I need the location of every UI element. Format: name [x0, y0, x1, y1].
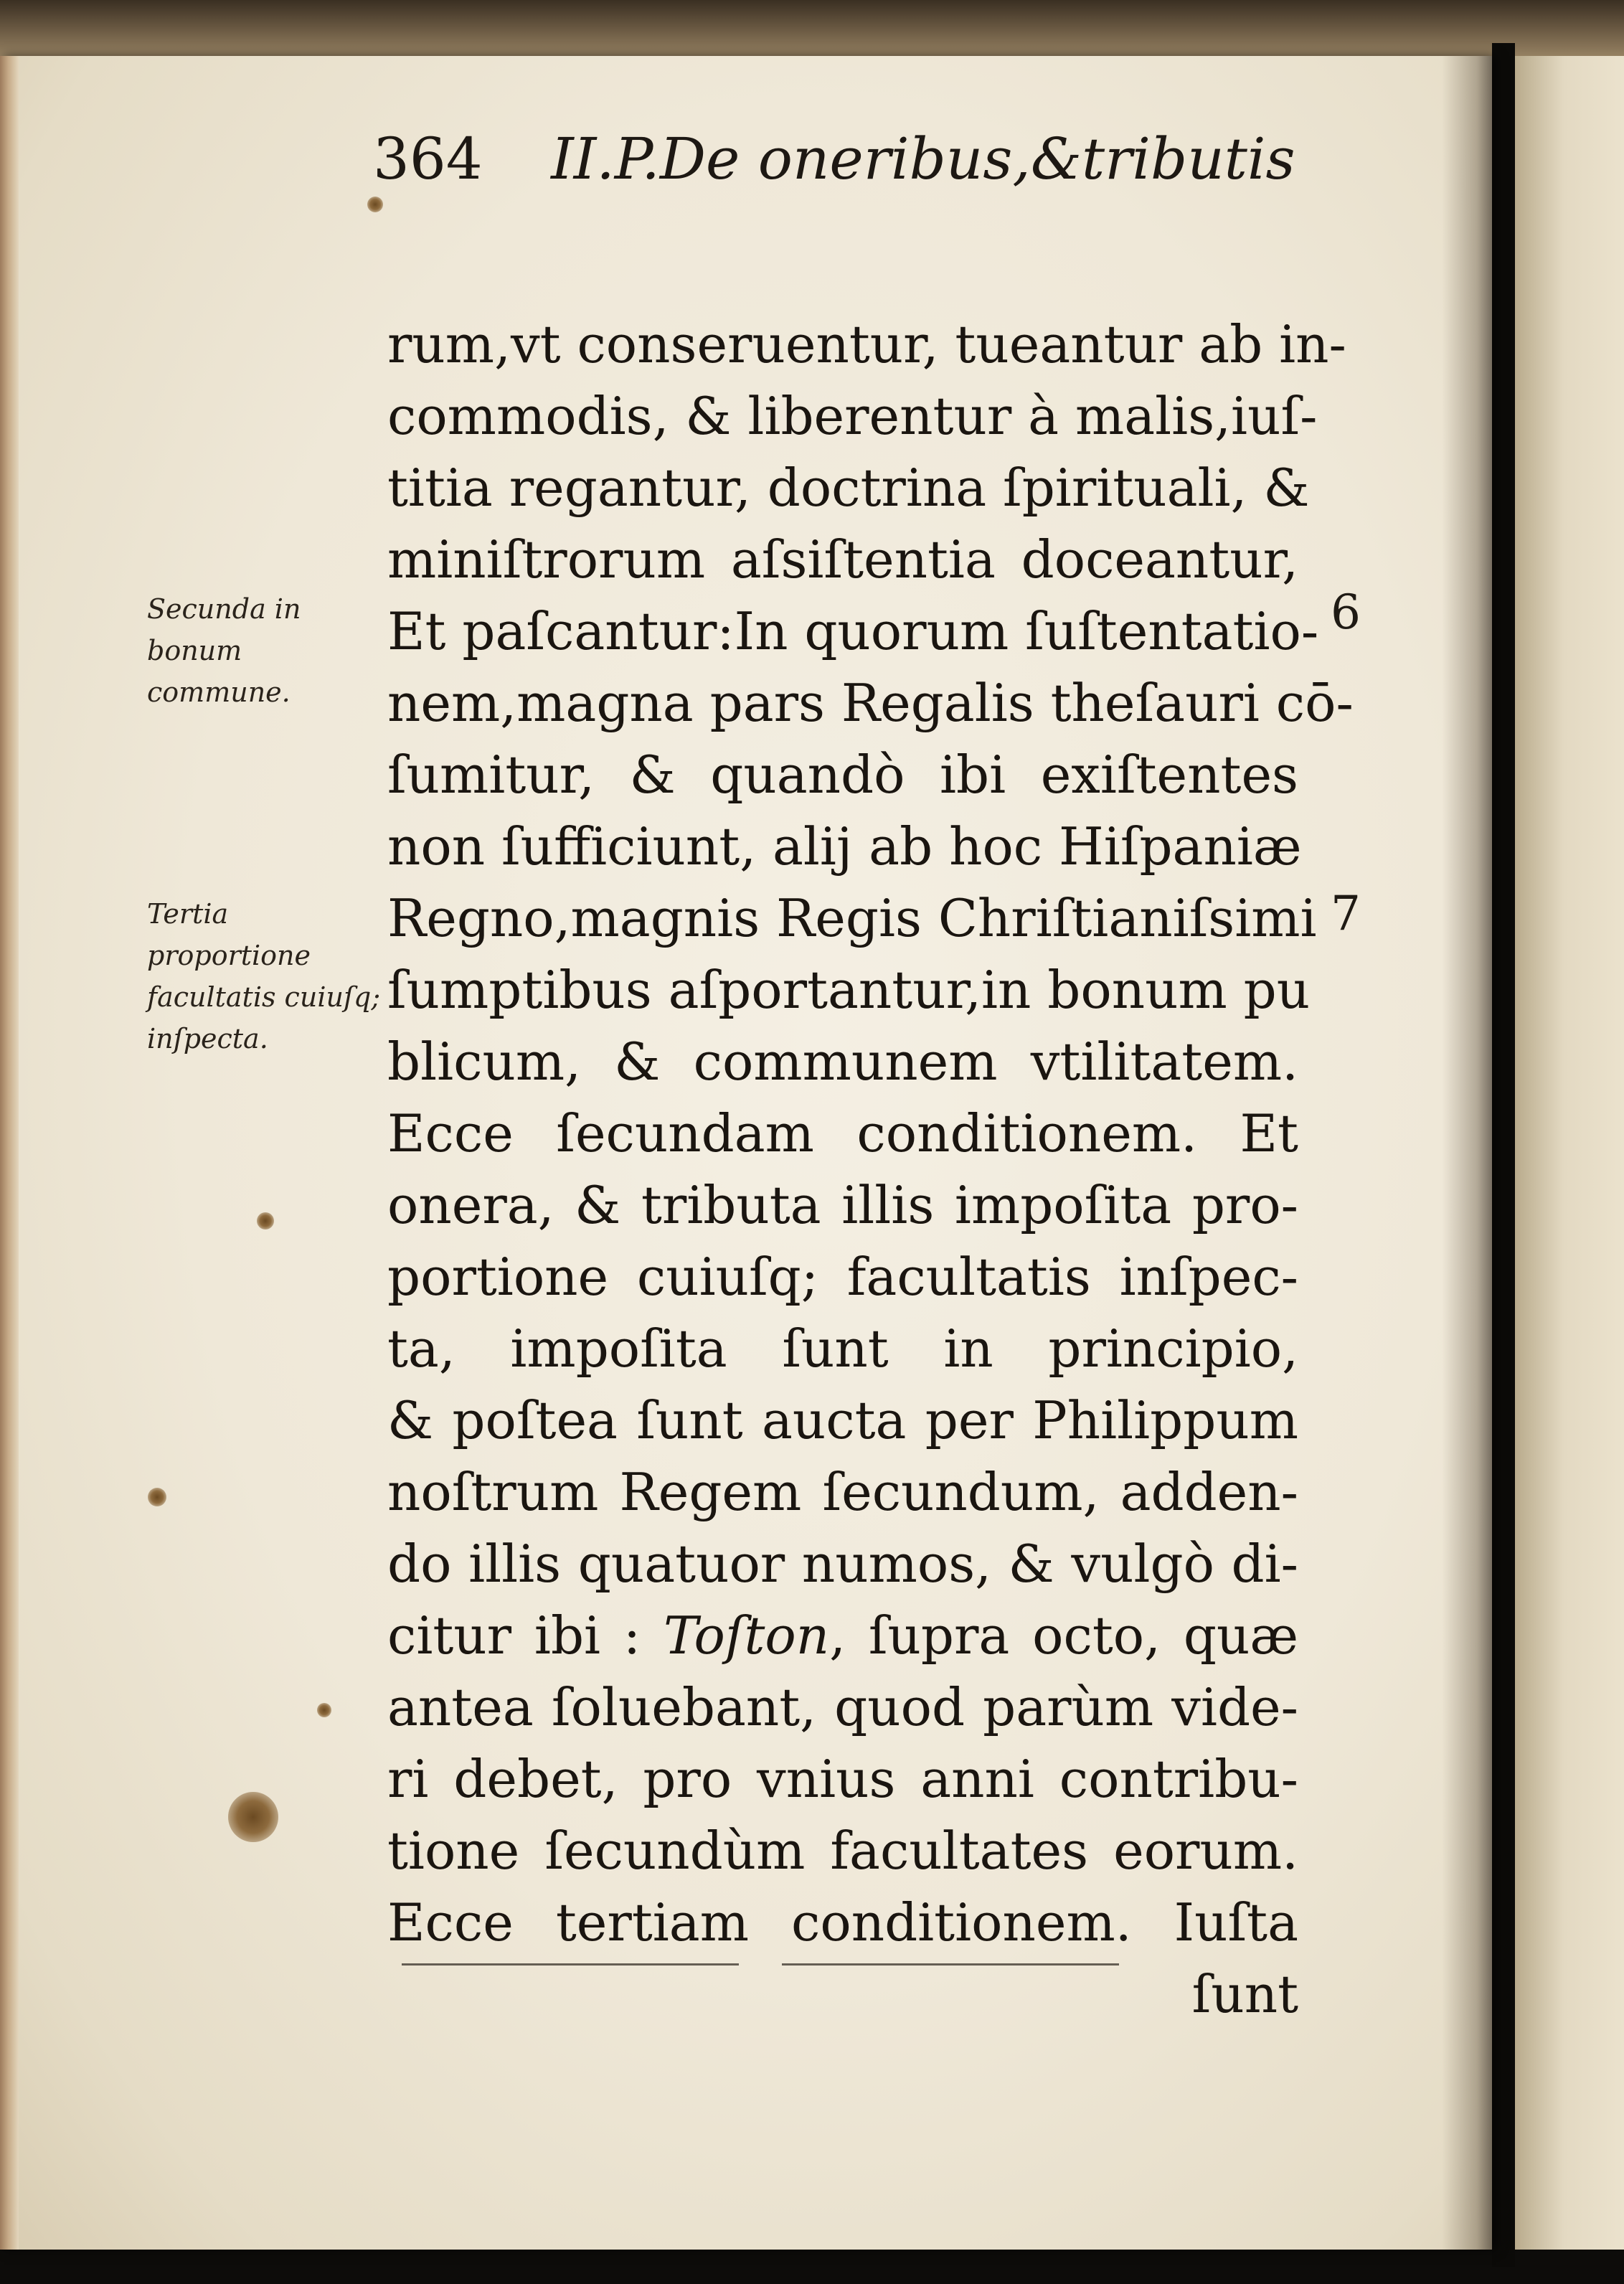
text-line: Et paſcantur:In quorum ſuſtentatio- [387, 601, 1319, 661]
foxing-stain [148, 1488, 166, 1506]
main-text-block [387, 308, 1354, 2030]
text-line: non ſufficiunt, alij ab hoc Hiſpaniæ [387, 816, 1302, 877]
italic-term: Toſton [664, 1605, 830, 1666]
line-suffix: , ſupra octo, quæ [829, 1605, 1298, 1666]
underline-mark [402, 1963, 739, 1966]
text-line: ſumitur, & quandò ibi exiſtentes [387, 745, 1298, 805]
text-line: noſtrum Regem ſecundum, adden- [387, 1462, 1298, 1522]
foxing-stain [228, 1792, 278, 1842]
show-through-ghost [1327, 1189, 1427, 1476]
gutter-shadow [1442, 56, 1492, 2250]
facing-page-edge [1515, 56, 1624, 2250]
line-prefix: citur ibi : [387, 1605, 664, 1666]
text-line: ſumptibus aſportantur,in bonum pu [387, 960, 1311, 1020]
foxing-stain [257, 1212, 274, 1230]
text-line: Ecce tertiam conditionem. Iuſta [387, 1892, 1298, 1953]
text-line: titia regantur, doctrina ſpirituali, & [387, 458, 1310, 518]
text-line: commodis, & liberentur à malis,iuſ- [387, 386, 1318, 446]
foxing-stain [317, 1703, 331, 1717]
text-line: tione ſecundùm facultates eorum. [387, 1821, 1298, 1881]
margin-number-7: 7 [1331, 886, 1361, 941]
side-note-tertia: Tertia proportione facultatis cuiuſq; inſpecta. [147, 898, 381, 1054]
text-line: do illis quatuor numos, & vulgò di- [387, 1534, 1298, 1594]
text-line: nem,magna pars Regalis theſauri cō- [387, 673, 1354, 733]
margin-number-6: 6 [1331, 585, 1361, 640]
text-line: Ecce ſecundam conditionem. Et [387, 1103, 1298, 1164]
page-fore-edge [0, 56, 19, 2250]
catchword: ſunt [1191, 1964, 1298, 2024]
text-line: rum,vt conseruentur, tueantur ab in- [387, 314, 1346, 374]
text-line: onera, & tributa illis impoſita pro- [387, 1175, 1298, 1235]
text-line: ta, impoſita ſunt in principio, [387, 1318, 1298, 1379]
text-line: portione cuiuſq; facultatis inſpec- [387, 1247, 1298, 1307]
show-through-ghost [158, 1236, 359, 1394]
page-number: 364 [373, 126, 483, 192]
text-line: antea ſoluebant, quod parùm vide- [387, 1677, 1298, 1737]
text-line: ri debet, pro vnius anni contribu- [387, 1749, 1298, 1809]
running-head [373, 126, 1306, 212]
text-line-with-italic [387, 1600, 1298, 1671]
side-note-secunda: Secunda in bonum commune. [147, 593, 301, 708]
text-line: blicum, & communem vtilitatem. [387, 1032, 1298, 1092]
spine-gap [1492, 43, 1515, 2267]
text-line: Regno,magnis Regis Chriſtianiſsimi [387, 888, 1317, 948]
text-line: & poſtea ſunt aucta per Philippum [387, 1390, 1298, 1450]
running-head-title: II.P.De oneribus,&tributis [551, 126, 1295, 192]
underline-mark [782, 1963, 1119, 1966]
text-line: miniſtrorum aſsiſtentia doceantur, [387, 529, 1298, 590]
